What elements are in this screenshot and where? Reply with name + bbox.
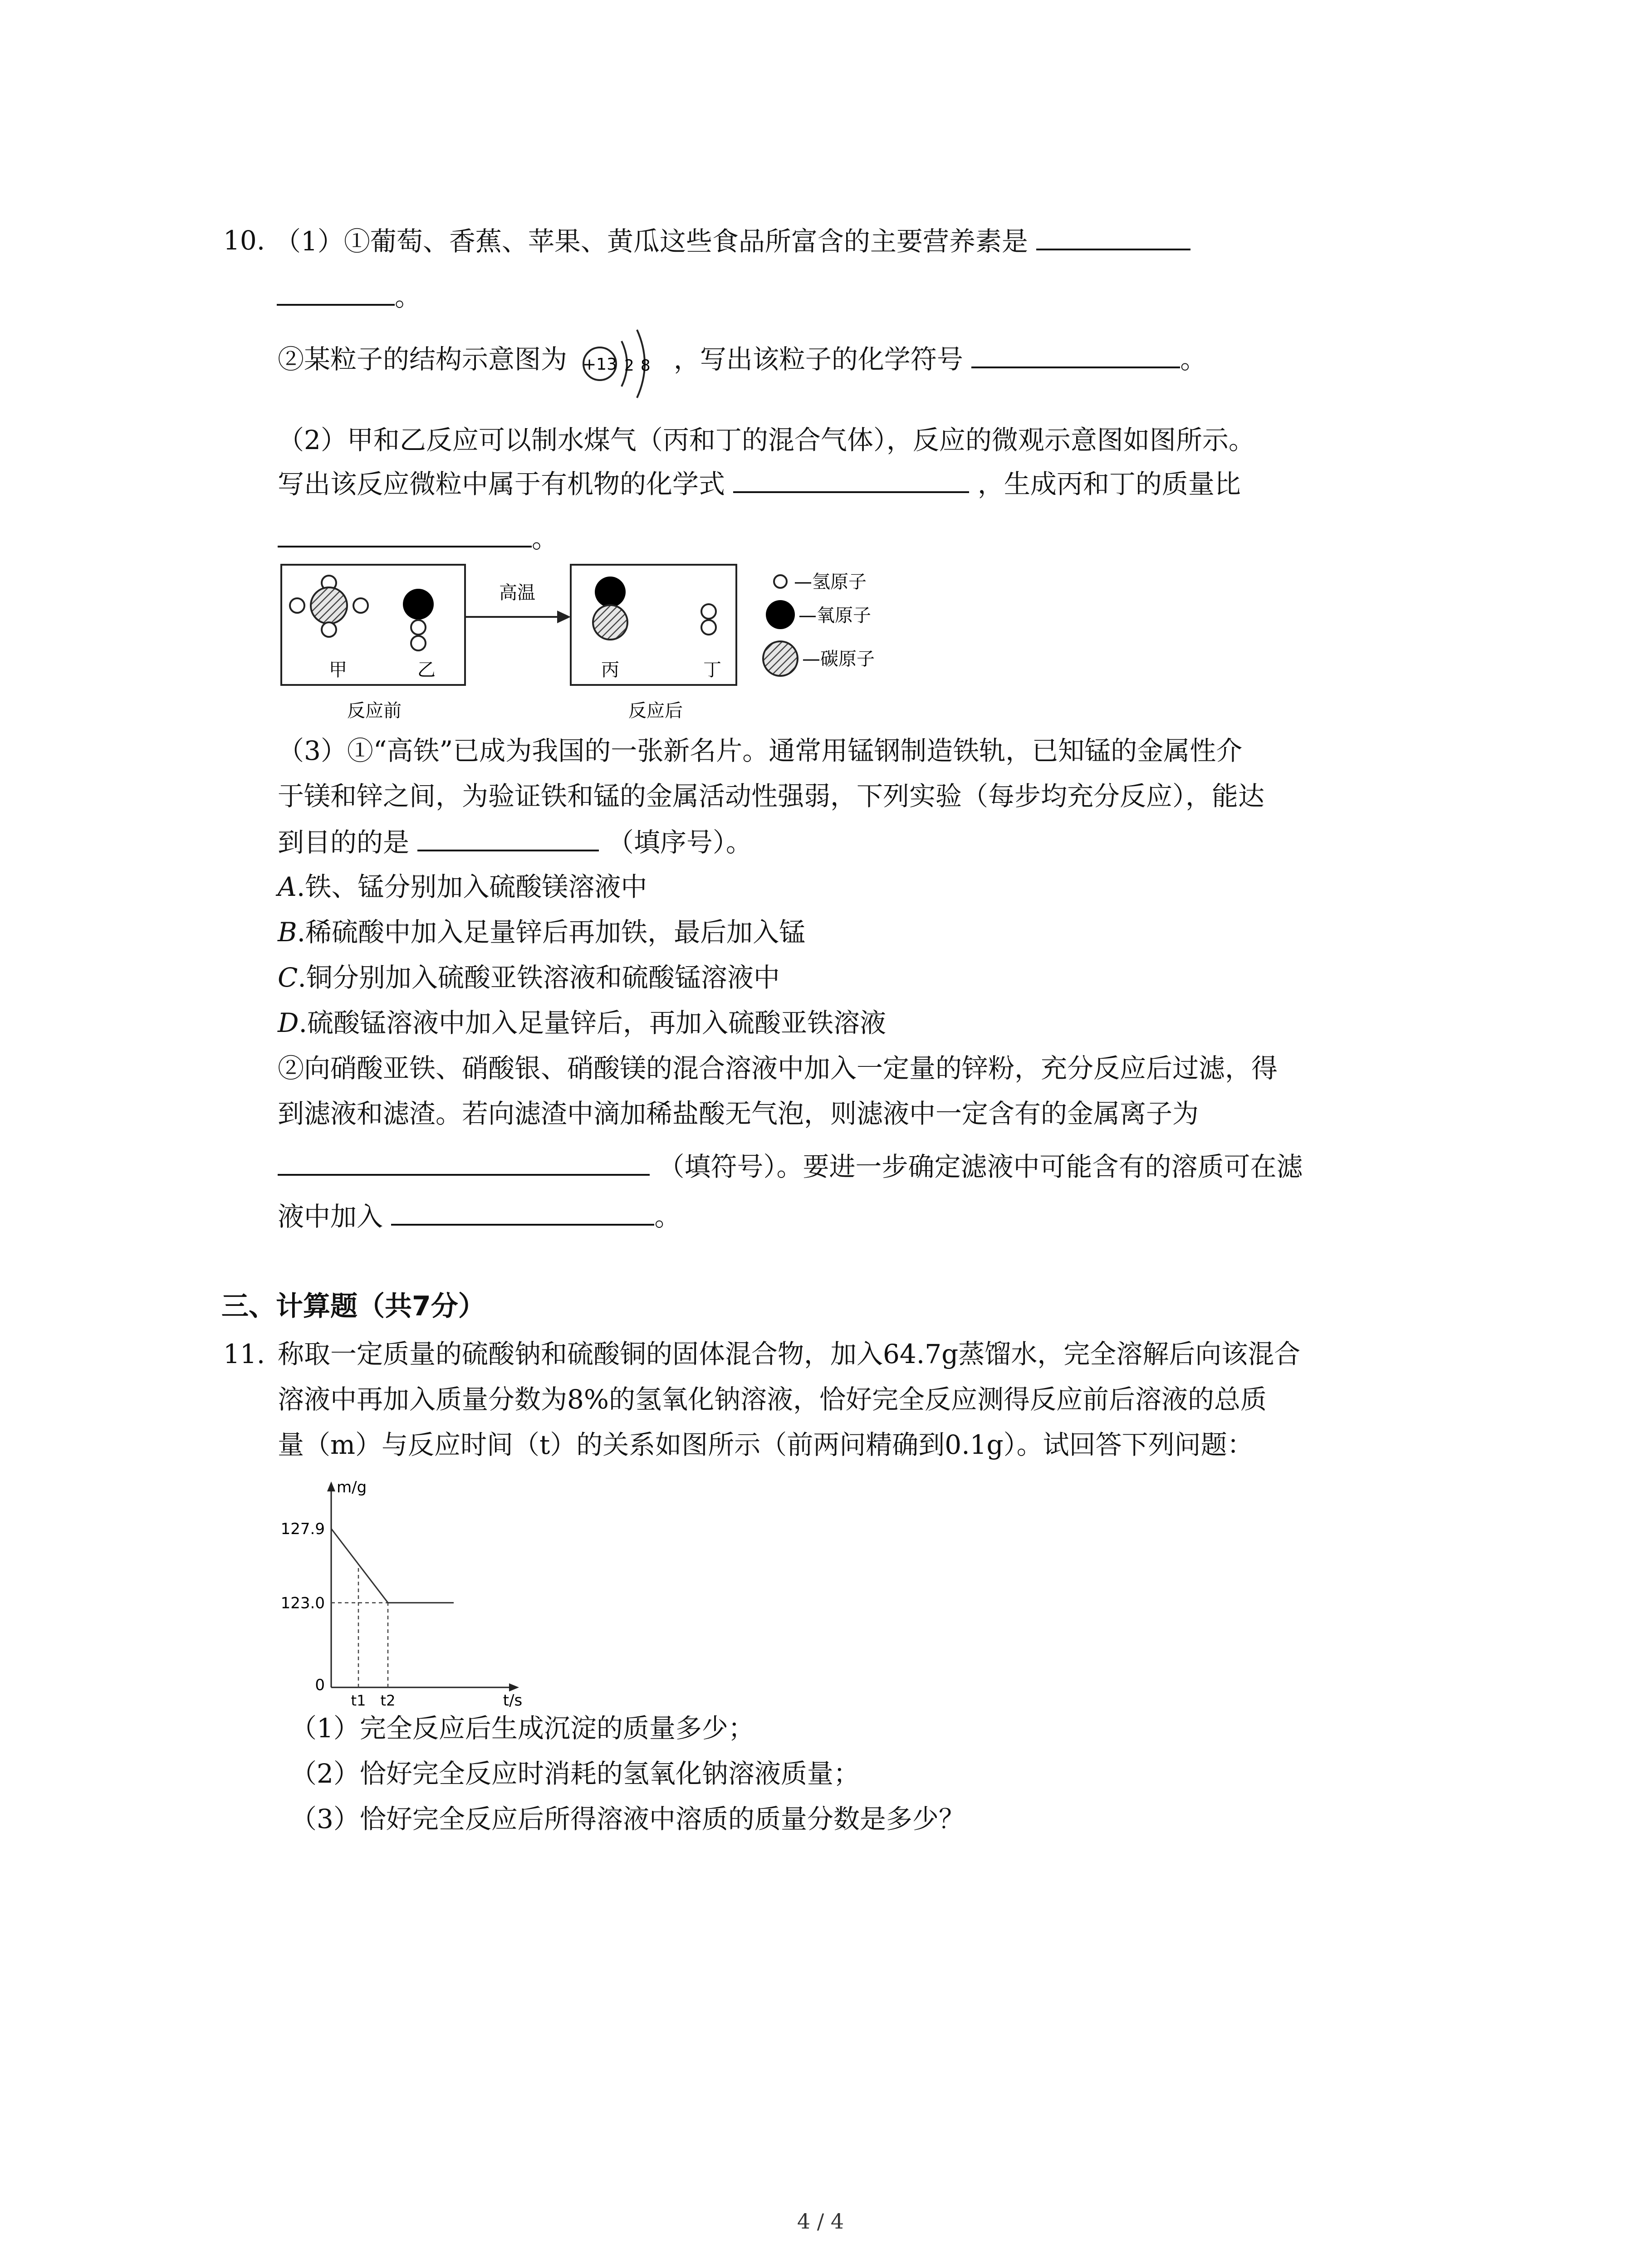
label-jia: 甲 <box>329 660 347 680</box>
yi-hydrogen-a <box>411 620 426 635</box>
mass-time-chart <box>272 1474 523 1710</box>
q10-part2-period: 。 <box>532 523 558 554</box>
q10-part1-line2 <box>277 278 421 315</box>
q10-option-c <box>278 959 780 996</box>
q10-part3-2-post: （填符号）。要进一步确定滤液中可能含有的溶质可在滤 <box>658 1151 1303 1182</box>
origin-label: 0 <box>315 1676 325 1694</box>
q10-choice-blank[interactable] <box>417 823 599 851</box>
q10-part3-line1: （3）①“高铁”已成为我国的一张新名片。通常用锰钢制造铁轨，已知锰的金属性介 <box>278 735 1243 766</box>
option-b-text: .稀硫酸中加入足量锌后再加铁，最后加入锰 <box>297 917 806 948</box>
y-tick-label-123-0: 123.0 <box>280 1594 325 1613</box>
option-c-letter: C <box>278 962 298 993</box>
q10-part3-line2: 于镁和锌之间，为验证铁和锰的金属活动性强弱，下列实验（每步均充分反应），能达 <box>278 781 1265 811</box>
legend-oxygen-label: —氧原子 <box>798 605 871 626</box>
q10-number: 10. <box>223 225 265 256</box>
jia-carbon <box>311 587 347 624</box>
option-a-letter: A <box>278 871 297 902</box>
q10-part2-line1: （2）甲和乙反应可以制水煤气（丙和丁的混合气体），反应的微观示意图如图所示。 <box>278 425 1255 455</box>
legend-carbon-label: —碳原子 <box>802 649 875 670</box>
q10-part3-2-line4 <box>278 1198 681 1235</box>
jia-hydrogen-bottom <box>322 622 336 637</box>
q10-part1-line <box>274 222 1190 259</box>
atom-shell-1-count: 2 <box>624 356 635 375</box>
q10-option-a <box>278 869 647 905</box>
q11-sub2: （2）恰好完全反应时消耗的氢氧化钠溶液质量； <box>290 1758 860 1789</box>
label-ding: 丁 <box>703 660 721 680</box>
q10-part1-blank-a[interactable] <box>1036 222 1190 250</box>
q10-part1-blank-b[interactable] <box>277 278 395 306</box>
jia-hydrogen-left <box>290 598 304 613</box>
ding-hydrogen-a <box>701 604 716 619</box>
q11-sub3: （3）恰好完全反应后所得溶液中溶质的质量分数是多少？ <box>290 1804 965 1834</box>
atom-structure-diagram <box>577 321 663 402</box>
q10-organic-blank[interactable] <box>733 465 969 493</box>
bing-carbon <box>593 605 627 640</box>
jia-hydrogen-right <box>353 598 368 613</box>
page-footer: 4 / 4 <box>797 2209 844 2234</box>
arrow-label: 高温 <box>499 582 535 603</box>
q11-number: 11. <box>223 1339 265 1369</box>
option-d-text: .硫酸锰溶液中加入足量锌后，再加入硫酸亚铁溶液 <box>299 1007 886 1038</box>
q11-sub1: （1）完全反应后生成沉淀的质量多少； <box>290 1713 754 1744</box>
ding-hydrogen-b <box>701 620 716 635</box>
x-tick-label-t1: t1 <box>351 1692 366 1709</box>
q10-ions-blank[interactable] <box>278 1148 650 1176</box>
option-c-text: .铜分别加入硫酸亚铁溶液和硫酸锰溶液中 <box>298 962 780 993</box>
label-bing: 丙 <box>601 660 619 680</box>
reaction-arrow-head <box>557 611 571 623</box>
q10-part3-post: （填序号）。 <box>607 827 752 858</box>
q10-part1-period: 。 <box>395 281 421 312</box>
label-yi: 乙 <box>417 660 436 680</box>
option-a-text: .铁、锰分别加入硫酸镁溶液中 <box>296 871 647 902</box>
legend-hydrogen-icon <box>774 575 787 588</box>
q11-line1: 称取一定质量的硫酸钠和硫酸铜的固体混合物，加入64.7g蒸馏水，完全溶解后向该混合 <box>278 1339 1301 1369</box>
q10-part3-pre: 到目的的是 <box>278 827 410 858</box>
q10-part2-line2 <box>278 465 1241 502</box>
q10-option-b <box>278 914 805 950</box>
q10-ratio-blank[interactable] <box>278 519 532 547</box>
q10-part1-2-period: 。 <box>1180 344 1207 375</box>
label-before: 反应前 <box>347 700 402 721</box>
q10-part1-2-line <box>278 340 1206 380</box>
legend-hydrogen-label: —氢原子 <box>794 572 867 592</box>
legend-carbon-icon <box>763 641 798 676</box>
q10-part3-2-pre4: 液中加入 <box>278 1201 383 1232</box>
y-axis-arrow <box>327 1481 335 1491</box>
bing-oxygen <box>595 577 626 607</box>
q11-line2: 溶液中再加入质量分数为8%的氢氧化钠溶液，恰好完全反应测得反应前后溶液的总质 <box>278 1384 1267 1415</box>
q10-part3-line3 <box>278 823 752 860</box>
q10-part1-2-post: ，写出该粒子的化学符号 <box>673 344 963 375</box>
atom-shell-2-count: 8 <box>641 356 651 375</box>
section-3-heading: 三、计算题（共7分） <box>221 1290 485 1322</box>
q11-line3: 量（m）与反应时间（t）的关系如图所示（前两问精确到0.1g）。试回答下列问题： <box>278 1429 1254 1460</box>
before-box <box>281 565 465 685</box>
atom-nucleus-label: +13 <box>583 355 617 374</box>
q10-reagent-blank[interactable] <box>391 1198 654 1226</box>
y-axis-label: m/g <box>337 1478 367 1496</box>
yi-hydrogen-b <box>411 636 426 650</box>
q10-part3-2-line2: 到滤液和滤渣。若向滤渣中滴加稀盐酸无气泡，则滤液中一定含有的金属离子为 <box>278 1098 1199 1129</box>
q10-part2-line3 <box>278 519 558 557</box>
option-d-letter: D <box>278 1007 299 1038</box>
q10-part1-text: （1）①葡萄、香蕉、苹果、黄瓜这些食品所富含的主要营养素是 <box>274 226 1028 257</box>
x-axis-arrow <box>509 1683 519 1691</box>
y-tick-label-127-9: 127.9 <box>280 1520 325 1538</box>
option-b-letter: B <box>278 917 297 948</box>
q10-part3-2-period: 。 <box>654 1201 681 1232</box>
q10-part2-post: ，生成丙和丁的质量比 <box>977 469 1241 499</box>
x-axis-label: t/s <box>503 1691 523 1710</box>
yi-oxygen <box>403 589 434 620</box>
q10-part3-2-line3 <box>278 1148 1303 1185</box>
reaction-diagram <box>277 553 957 730</box>
q10-part1-2-pre: ②某粒子的结构示意图为 <box>278 344 568 375</box>
label-after: 反应后 <box>628 700 683 721</box>
x-tick-label-t2: t2 <box>380 1692 396 1709</box>
q10-part3-2-line1: ②向硝酸亚铁、硝酸银、硝酸镁的混合溶液中加入一定量的锌粉，充分反应后过滤，得 <box>278 1053 1278 1084</box>
q10-symbol-blank[interactable] <box>971 340 1180 368</box>
mass-line <box>331 1529 454 1603</box>
q10-option-d <box>278 1005 886 1041</box>
legend-oxygen-icon <box>766 600 795 629</box>
q10-part2-pre: 写出该反应微粒中属于有机物的化学式 <box>278 469 725 499</box>
